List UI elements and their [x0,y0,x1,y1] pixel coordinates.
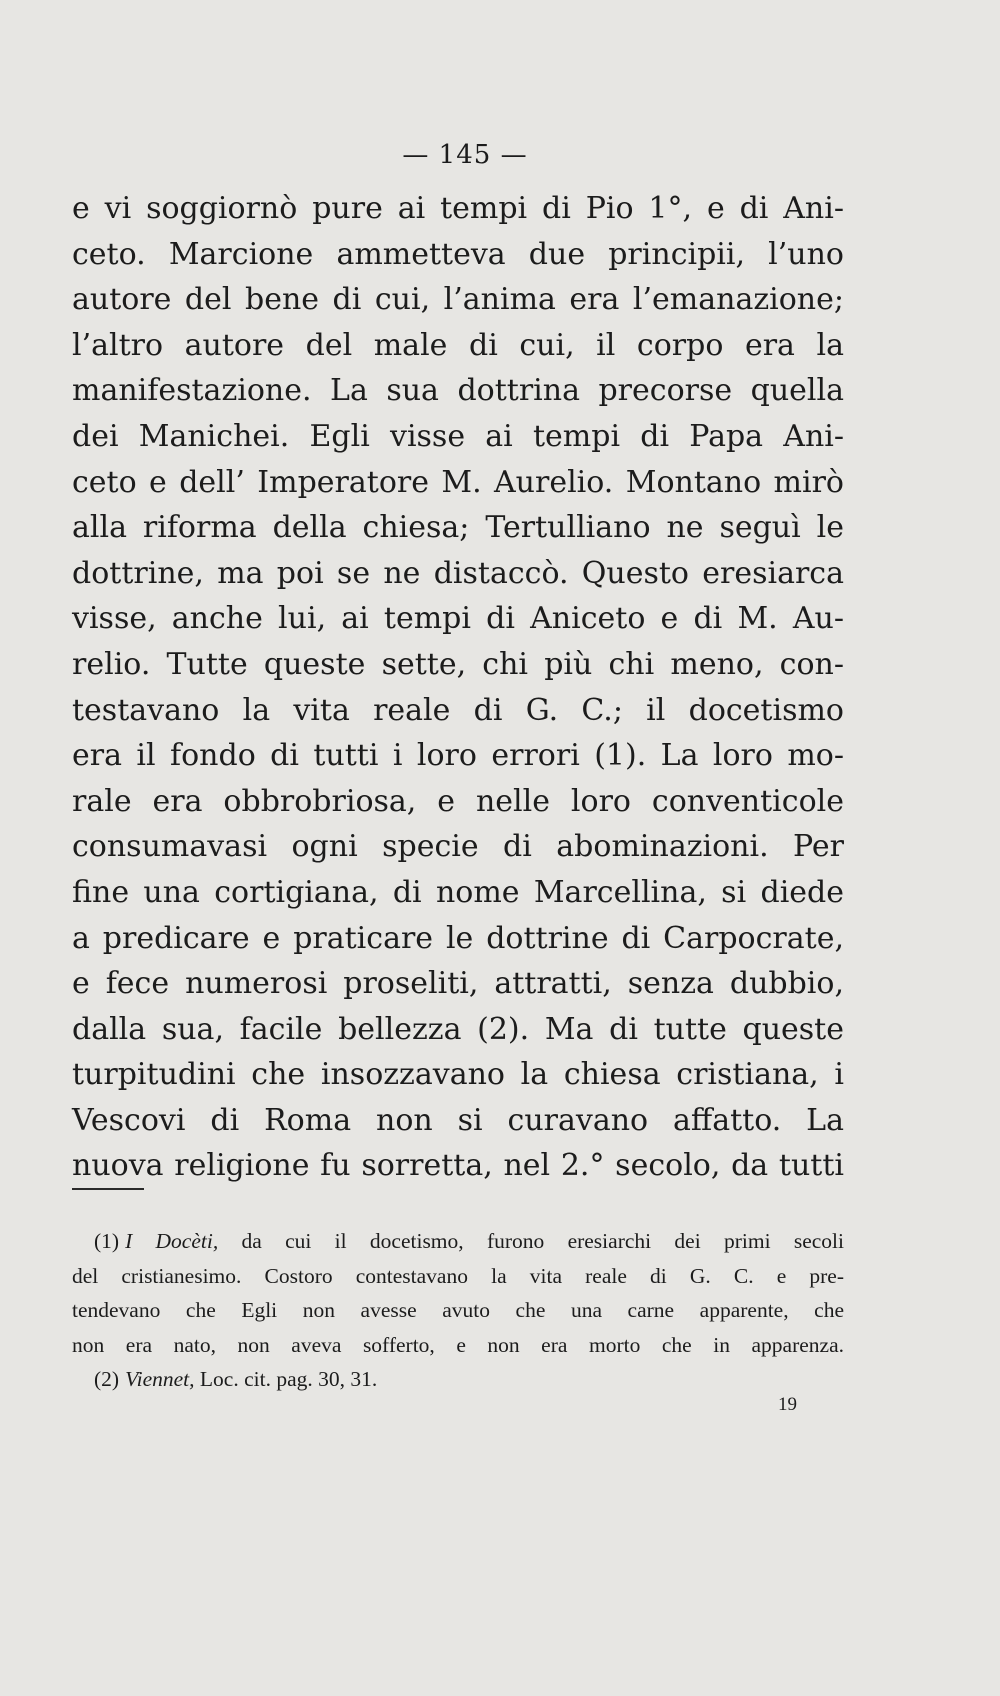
footnote-2-marker: (2) [94,1367,120,1391]
text-line: turpitudini che insozzavano la chiesa cristiana, i [72,1057,844,1093]
page-number: — 145 — [402,140,528,170]
text-line: era il fondo di tutti i loro errori (1). La loro mo- [72,738,844,774]
footnote-1-line: del cristianesimo. Costoro contestavano la vita reale di G. C. e pre- [72,1263,844,1288]
signature-mark: 19 [778,1394,797,1415]
footnote-1-text: da cui il docetismo, furono eresiarchi dei primi secoli [218,1229,844,1253]
text-line: fine una cortigiana, di nome Marcellina, si diede [72,874,844,910]
text-line: Vescovi di Roma non si curavano affatto. La [72,1102,844,1138]
footnote-2-author: Viennet, [125,1367,195,1391]
text-line: rale era obbrobriosa, e nelle loro conventicole [72,783,844,819]
text-line: visse, anche lui, ai tempi di Aniceto e di M. Au- [72,601,844,637]
footnote-1-marker: (1) [94,1229,120,1253]
text-line: nuova religione fu sorretta, nel 2.° secolo, da tutti [72,1148,844,1184]
text-line: ceto. Marcione ammetteva due principii, l’uno [72,236,844,272]
footnote-1-author: I Docèti, [125,1229,219,1253]
text-line: dei Manichei. Egli visse ai tempi di Papa Ani- [72,418,844,454]
text-line: dottrine, ma poi se ne distaccò. Questo eresiarca [72,555,844,591]
text-line: dalla sua, facile bellezza (2). Ma di tutte queste [72,1011,844,1047]
text-line: consumavasi ogni specie di abominazioni. Per [72,829,844,865]
text-line: a predicare e praticare le dottrine di Carpocrate, [72,920,844,956]
text-line: l’altro autore del male di cui, il corpo era la [72,327,844,363]
text-line: ceto e dell’ Imperatore M. Aurelio. Montano mirò [72,464,844,500]
text-line: alla riforma della chiesa; Tertulliano ne seguì le [72,510,844,546]
text-line: autore del bene di cui, l’anima era l’emanazione; [72,282,844,318]
footnote-1-line [72,1224,844,1259]
text-line: e vi soggiornò pure ai tempi di Pio 1°, e di Ani- [72,191,844,226]
text-line: relio. Tutte queste sette, chi più chi meno, con- [72,646,844,682]
footnote-2-text: Loc. cit. pag. 30, 31. [194,1367,378,1391]
text-line: manifestazione. La sua dottrina precorse quella [72,373,844,409]
footnote-rule [72,1188,144,1190]
footnote-1-line: non era nato, non aveva sofferto, e non era morto che in apparenza. [72,1332,844,1357]
footnote-1-line: tendevano che Egli non avesse avuto che una carne apparente, che [72,1298,844,1322]
body-text [72,186,844,1189]
footnotes [72,1224,844,1397]
text-line: testavano la vita reale di G. C.; il docetismo [72,692,844,728]
footnote-2-line [72,1362,844,1397]
text-line: e fece numerosi proseliti, attratti, senza dubbio, [72,966,844,1002]
